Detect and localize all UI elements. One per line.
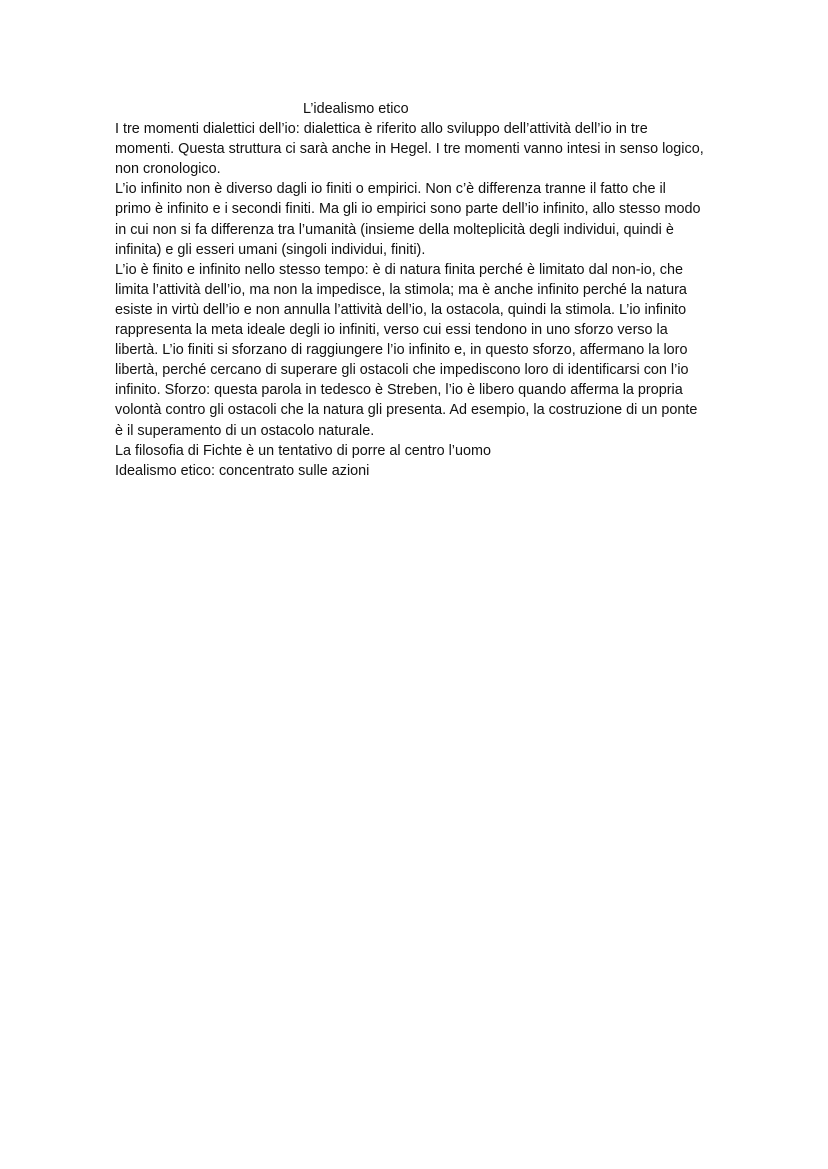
text-line: L’io infinito non è diverso dagli io finiti o empirici. Non c’è differenza tranne il fatto che il	[115, 181, 666, 198]
text-line: L’io è finito e infinito nello stesso tempo: è di natura finita perché è limitato dal non-io, che	[115, 261, 683, 278]
text-line: libertà. L’io finiti si sforzano di raggiungere l’io infinito e, in questo sforzo, affermano la loro	[115, 342, 688, 359]
text-line: in cui non si fa differenza tra l’umanità (insieme della molteplicità degli individui, quindi è	[115, 221, 674, 238]
text-line: limita l’attività dell’io, ma non la impedisce, la stimola; ma è anche infinito perché la natura	[115, 281, 687, 298]
document-title: L’idealismo etico	[303, 101, 409, 117]
text-line: Idealismo etico: concentrato sulle azioni	[115, 462, 370, 479]
text-line: rappresenta la meta ideale degli io infiniti, verso cui essi tendono in uno sforzo verso la	[115, 322, 668, 339]
text-line: è il superamento di un ostacolo naturale.	[115, 422, 375, 439]
text-line: esiste in virtù dell’io e non annulla l’attività dell’io, la ostacola, quindi la stimola. L’io infinito	[115, 301, 687, 318]
text-line: momenti. Questa struttura ci sarà anche in Hegel. I tre momenti vanno intesi in senso logico,	[115, 141, 704, 158]
text-line: La filosofia di Fichte è un tentativo di porre al centro l’uomo	[115, 442, 491, 459]
text-line: infinito. Sforzo: questa parola in tedesco è Streben, l’io è libero quando afferma la propria	[115, 382, 683, 399]
document-body	[115, 99, 735, 481]
text-line: I tre momenti dialettici dell’io: dialettica è riferito allo sviluppo dell’attività dell’io in tre	[115, 121, 648, 138]
text-line: primo è infinito e i secondi finiti. Ma gli io empirici sono parte dell’io infinito, allo stesso modo	[115, 201, 701, 218]
text-line: libertà, perché cercano di superare gli ostacoli che impediscono loro di identificarsi con l’io	[115, 362, 689, 379]
text-line: infinita) e gli esseri umani (singoli individui, finiti).	[115, 241, 426, 258]
text-line: non cronologico.	[115, 161, 221, 178]
text-line: volontà contro gli ostacoli che la natura gli presenta. Ad esempio, la costruzione di un ponte	[115, 402, 698, 419]
